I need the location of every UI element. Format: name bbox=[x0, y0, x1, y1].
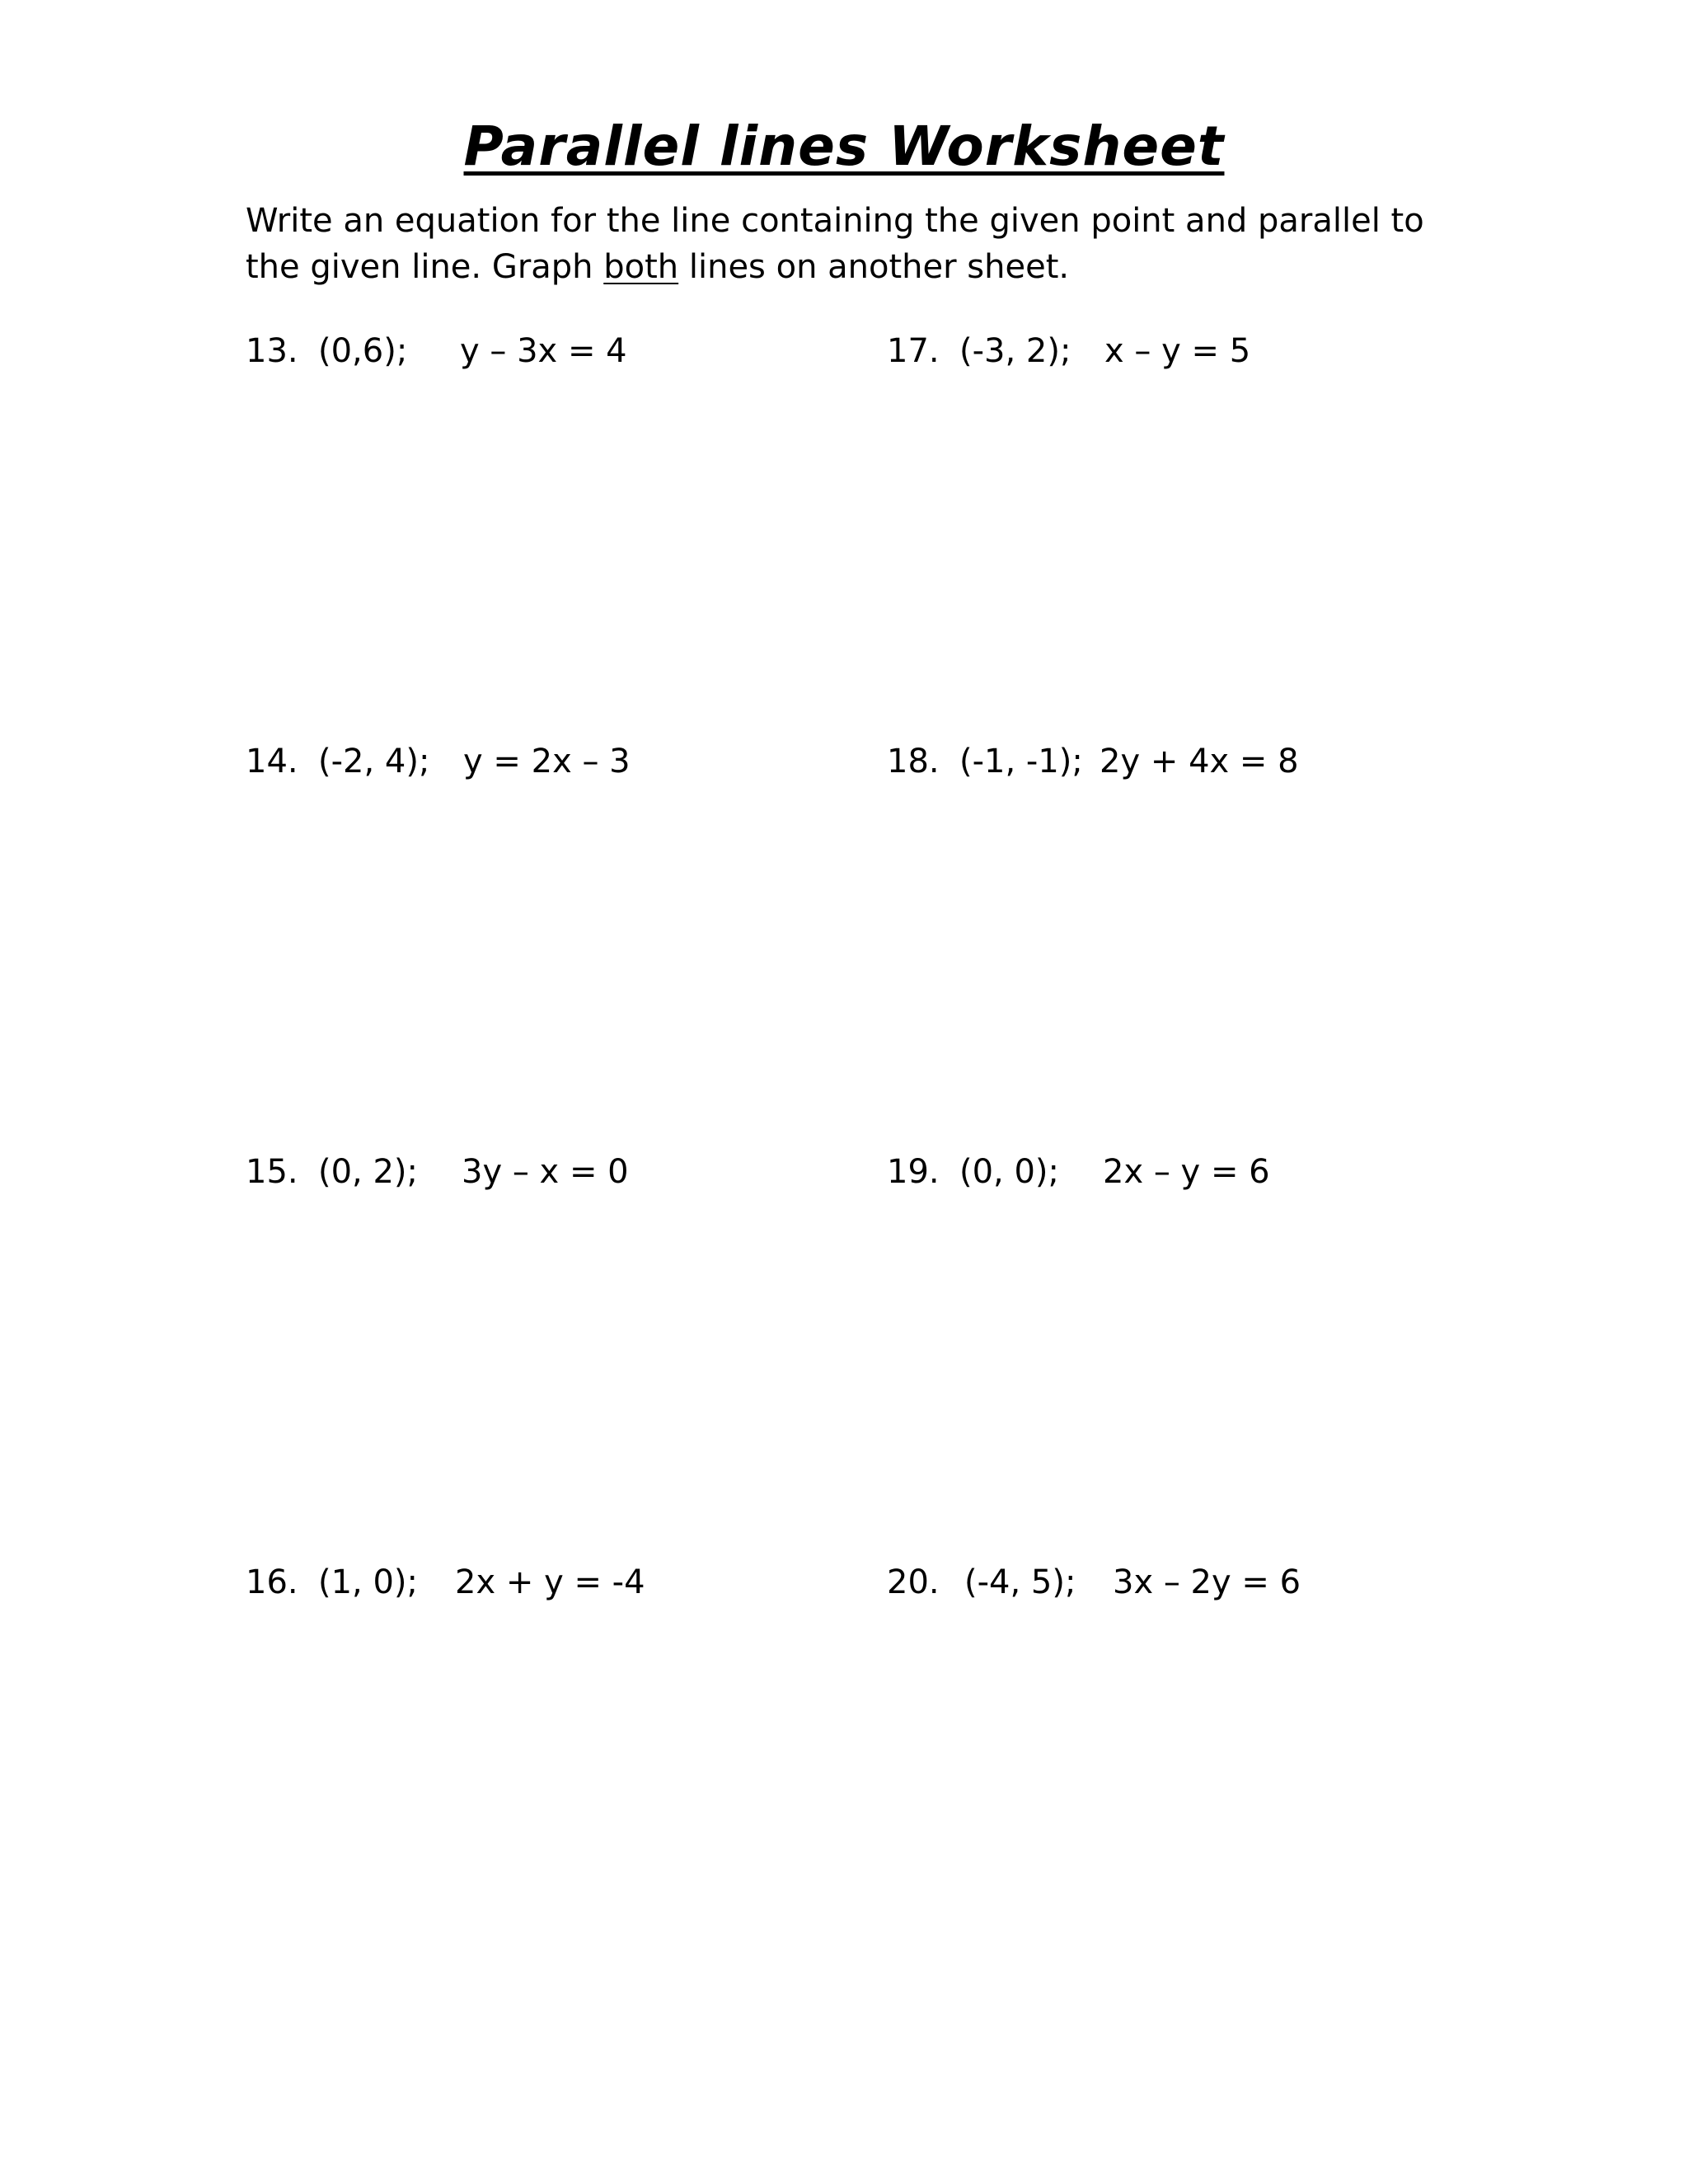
problem-number: 13. bbox=[246, 332, 298, 370]
problem-point: (0, 0); bbox=[959, 1153, 1060, 1191]
problem-17 bbox=[887, 326, 1464, 376]
problem-point: (-1, -1); bbox=[959, 743, 1083, 780]
problem-14 bbox=[246, 737, 823, 786]
problem-equation: 3y – x = 0 bbox=[462, 1153, 629, 1191]
instructions bbox=[246, 198, 1449, 290]
problem-13 bbox=[246, 326, 823, 376]
problem-number: 17. bbox=[887, 332, 940, 370]
problem-equation: 2x – y = 6 bbox=[1103, 1153, 1270, 1191]
problem-number: 20. bbox=[887, 1563, 940, 1601]
problem-15 bbox=[246, 1147, 823, 1197]
problem-19 bbox=[887, 1147, 1464, 1197]
problem-equation: y = 2x – 3 bbox=[463, 743, 631, 780]
problem-number: 15. bbox=[246, 1153, 298, 1191]
problem-equation: x – y = 5 bbox=[1104, 332, 1251, 370]
problem-number: 16. bbox=[246, 1563, 298, 1601]
problem-equation: y – 3x = 4 bbox=[460, 332, 627, 370]
problem-equation: 3x – 2y = 6 bbox=[1113, 1563, 1301, 1601]
problem-number: 14. bbox=[246, 743, 298, 780]
problem-point: (-3, 2); bbox=[959, 332, 1071, 370]
problem-number: 18. bbox=[887, 743, 940, 780]
instructions-underlined-word: both bbox=[603, 248, 679, 286]
problem-number: 19. bbox=[887, 1153, 940, 1191]
problem-20 bbox=[887, 1558, 1464, 1607]
problem-16 bbox=[246, 1558, 823, 1607]
problem-point: (0, 2); bbox=[318, 1153, 419, 1191]
problem-point: (0,6); bbox=[318, 332, 408, 370]
problem-18 bbox=[887, 737, 1464, 786]
problem-point: (1, 0); bbox=[318, 1563, 419, 1601]
problem-point: (-4, 5); bbox=[964, 1563, 1076, 1601]
problem-equation: 2y + 4x = 8 bbox=[1100, 743, 1299, 780]
worksheet-title: Parallel lines Worksheet bbox=[463, 115, 1225, 178]
problem-point: (-2, 4); bbox=[318, 743, 430, 780]
problem-equation: 2x + y = -4 bbox=[455, 1563, 645, 1601]
instructions-text-end: lines on another sheet. bbox=[678, 248, 1070, 286]
instructions-text: Write an equation for the line containing the given point and parallel to the given line. Graph bbox=[246, 202, 1424, 286]
